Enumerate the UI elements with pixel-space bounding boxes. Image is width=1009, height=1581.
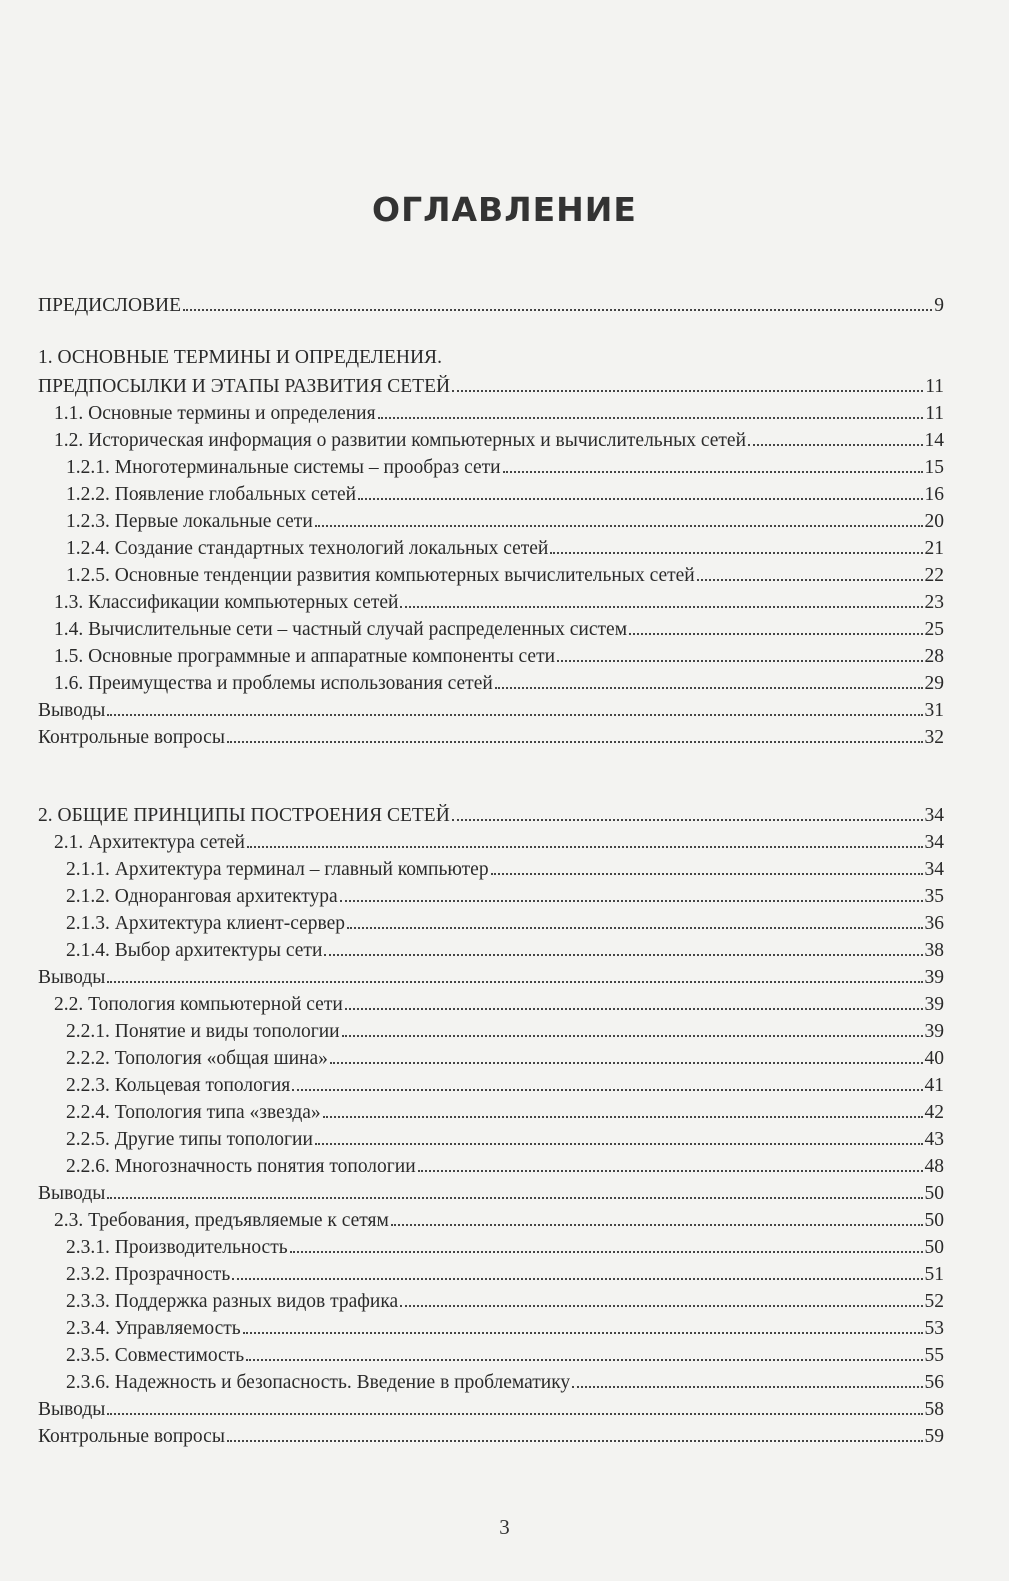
toc-entry-page: 23 bbox=[924, 592, 944, 613]
toc-entry-page: 32 bbox=[924, 727, 944, 748]
toc-entry-page: 39 bbox=[924, 1021, 944, 1042]
dot-leader bbox=[629, 616, 922, 635]
toc-entry bbox=[38, 991, 944, 1015]
toc-entry bbox=[38, 562, 944, 586]
dot-leader bbox=[340, 883, 923, 902]
toc-entry bbox=[38, 697, 944, 721]
toc-entry bbox=[38, 1288, 944, 1312]
toc-entry bbox=[38, 454, 944, 478]
toc-entry-page: 41 bbox=[924, 1075, 944, 1096]
toc-entry-title: 1.2.2. Появление глобальных сетей bbox=[66, 484, 357, 505]
toc-entry-page: 36 bbox=[924, 913, 944, 934]
dot-leader bbox=[227, 724, 923, 743]
toc-entry-page: 50 bbox=[924, 1183, 944, 1204]
toc-entry-page: 16 bbox=[924, 484, 944, 505]
toc-entry-title: 2.3.6. Надежность и безопасность. Введение в проблематику bbox=[66, 1372, 571, 1393]
toc-entry bbox=[38, 1423, 944, 1447]
dot-leader bbox=[418, 1153, 923, 1172]
toc-entry-title: 1.2.3. Первые локальные сети bbox=[66, 511, 313, 532]
dot-leader bbox=[247, 829, 923, 848]
toc-entry bbox=[38, 1072, 944, 1096]
toc-entry-title: 2.3.1. Производительность bbox=[66, 1237, 288, 1258]
toc-entry-title: Выводы bbox=[38, 1183, 106, 1204]
toc-entry-page: 50 bbox=[924, 1210, 944, 1231]
toc-entry-title: 2.3.2. Прозрачность bbox=[66, 1264, 231, 1285]
toc-entry-page: 38 bbox=[924, 940, 944, 961]
toc-entry bbox=[38, 1369, 944, 1393]
toc-entry-title: 2.1. Архитектура сетей bbox=[54, 832, 245, 853]
toc-entry-page: 48 bbox=[924, 1156, 944, 1177]
toc-entry bbox=[38, 1342, 944, 1366]
toc-entry-page: 34 bbox=[924, 805, 944, 826]
toc-entry-page: 51 bbox=[924, 1264, 944, 1285]
toc-entry bbox=[38, 937, 944, 961]
dot-leader bbox=[491, 856, 923, 875]
toc-entry bbox=[38, 856, 944, 880]
toc-entry bbox=[38, 670, 944, 694]
dot-leader bbox=[292, 1072, 922, 1091]
dot-leader bbox=[748, 427, 922, 446]
toc-entry-title: 2. ОБЩИЕ ПРИНЦИПЫ ПОСТРОЕНИЯ СЕТЕЙ bbox=[38, 805, 450, 826]
toc-entry-title: 2.2. Топология компьютерной сети bbox=[54, 994, 343, 1015]
toc-entry-title: 1.2.1. Многотерминальные системы – прообраз сети bbox=[66, 457, 501, 478]
toc-entry bbox=[38, 829, 944, 853]
toc-entry bbox=[38, 910, 944, 934]
dot-leader bbox=[572, 1369, 922, 1388]
toc-entry-title: 1.2. Историческая информация о развитии компьютерных и вычислительных сетей bbox=[54, 430, 747, 451]
page-title: ОГЛАВЛЕНИЕ bbox=[372, 190, 637, 229]
toc-entry-title: Выводы bbox=[38, 1399, 106, 1420]
toc-entry-page: 20 bbox=[924, 511, 944, 532]
toc-entry-title: 1.1. Основные термины и определения bbox=[54, 403, 376, 424]
toc-entry bbox=[38, 589, 944, 613]
dot-leader bbox=[557, 643, 922, 662]
toc-entry bbox=[38, 1207, 944, 1231]
toc-entry-title: ПРЕДИСЛОВИЕ bbox=[38, 295, 182, 316]
dot-leader bbox=[183, 292, 932, 311]
dot-leader bbox=[324, 937, 922, 956]
dot-leader bbox=[697, 562, 923, 581]
toc-entry-page: 42 bbox=[924, 1102, 944, 1123]
toc-entry-title: 2.1.1. Архитектура терминал – главный компьютер bbox=[66, 859, 489, 880]
toc-entry-page: 40 bbox=[924, 1048, 944, 1069]
toc-entry-page: 58 bbox=[924, 1399, 944, 1420]
dot-leader bbox=[243, 1315, 923, 1334]
toc-entry-title: 2.2.1. Понятие и виды топологии bbox=[66, 1021, 340, 1042]
dot-leader bbox=[107, 697, 922, 716]
toc-entry bbox=[38, 1315, 944, 1339]
toc-entry-title: 1.4. Вычислительные сети – частный случай распределенных систем bbox=[54, 619, 628, 640]
toc-entry-page: 50 bbox=[924, 1237, 944, 1258]
dot-leader bbox=[227, 1423, 923, 1442]
toc-entry-title: 2.3. Требования, предъявляемые к сетям bbox=[54, 1210, 389, 1231]
toc-entry-title: Контрольные вопросы bbox=[38, 727, 225, 748]
dot-leader bbox=[452, 802, 923, 821]
toc-entry bbox=[38, 1261, 944, 1285]
toc-entry-title: 1.5. Основные программные и аппаратные компоненты сети bbox=[54, 646, 556, 667]
toc-entry-page: 28 bbox=[924, 646, 944, 667]
toc-entry bbox=[38, 1153, 944, 1177]
toc-entry-page: 11 bbox=[925, 403, 944, 424]
toc-entry-page: 39 bbox=[924, 967, 944, 988]
dot-leader bbox=[107, 1180, 922, 1199]
toc-entry bbox=[38, 1018, 944, 1042]
toc-entry-page: 55 bbox=[924, 1345, 944, 1366]
dot-leader bbox=[503, 454, 923, 473]
toc-entry bbox=[38, 1099, 944, 1123]
toc-entry-page: 11 bbox=[925, 376, 944, 397]
toc-entry bbox=[38, 535, 944, 559]
toc-entry-title: 2.1.3. Архитектура клиент-сервер bbox=[66, 913, 345, 934]
toc-entry-page: 39 bbox=[924, 994, 944, 1015]
toc-entry bbox=[38, 481, 944, 505]
toc-entry bbox=[38, 346, 944, 370]
dot-leader bbox=[452, 373, 923, 392]
toc-entry-page: 43 bbox=[924, 1129, 944, 1150]
toc-entry-title: 2.3.4. Управляемость bbox=[66, 1318, 241, 1339]
toc-entry bbox=[38, 802, 944, 826]
toc-entry bbox=[38, 643, 944, 667]
toc-entry-page: 22 bbox=[924, 565, 944, 586]
toc-entry bbox=[38, 427, 944, 451]
toc-entry-title: 2.2.3. Кольцевая топология bbox=[66, 1075, 291, 1096]
toc-entry bbox=[38, 1396, 944, 1420]
toc-entry-title: 1.6. Преимущества и проблемы использования сетей bbox=[54, 673, 493, 694]
toc-entry-title: 2.2.4. Топология типа «звезда» bbox=[66, 1102, 321, 1123]
dot-leader bbox=[232, 1261, 922, 1280]
toc-entry-title: 2.1.2. Одноранговая архитектура bbox=[66, 886, 338, 907]
toc-entry-page: 52 bbox=[924, 1291, 944, 1312]
toc-entry-page: 56 bbox=[924, 1372, 944, 1393]
toc-entry-page: 31 bbox=[924, 700, 944, 721]
page-number: 3 bbox=[499, 1515, 510, 1539]
toc-entry-page: 53 bbox=[924, 1318, 944, 1339]
toc-entry bbox=[38, 508, 944, 532]
toc-entry-page: 35 bbox=[924, 886, 944, 907]
dot-leader bbox=[246, 1342, 922, 1361]
toc-entry-title: 2.2.6. Многозначность понятия топологии bbox=[66, 1156, 416, 1177]
toc-entry-page: 15 bbox=[924, 457, 944, 478]
toc-entry-title: 2.2.5. Другие типы топологии bbox=[66, 1129, 313, 1150]
toc-entry-title: 1.3. Классификации компьютерных сетей bbox=[54, 592, 399, 613]
toc-entry-page: 25 bbox=[924, 619, 944, 640]
dot-leader bbox=[550, 535, 922, 554]
toc-entry bbox=[38, 1234, 944, 1258]
dot-leader bbox=[391, 1207, 923, 1226]
dot-leader bbox=[323, 1099, 923, 1118]
dot-leader bbox=[342, 1018, 923, 1037]
dot-leader bbox=[290, 1234, 923, 1253]
toc-entry-title: 2.3.5. Совместимость bbox=[66, 1345, 245, 1366]
dot-leader bbox=[495, 670, 923, 689]
dot-leader bbox=[378, 400, 924, 419]
dot-leader bbox=[345, 991, 923, 1010]
dot-leader bbox=[330, 1045, 923, 1064]
toc-entry-page: 21 bbox=[924, 538, 944, 559]
toc-entry bbox=[38, 373, 944, 397]
dot-leader bbox=[400, 1288, 922, 1307]
toc-entry-title: Контрольные вопросы bbox=[38, 1426, 225, 1447]
dot-leader bbox=[315, 508, 923, 527]
toc-entry-title: 2.2.2. Топология «общая шина» bbox=[66, 1048, 328, 1069]
toc-entry bbox=[38, 400, 944, 424]
toc-entry-title: ПРЕДПОСЫЛКИ И ЭТАПЫ РАЗВИТИЯ СЕТЕЙ bbox=[38, 376, 451, 397]
toc-entry bbox=[38, 616, 944, 640]
toc-entry-title: 2.3.3. Поддержка разных видов трафика bbox=[66, 1291, 399, 1312]
toc-entry-page: 59 bbox=[924, 1426, 944, 1447]
toc-entry-page: 34 bbox=[924, 859, 944, 880]
toc-entry-page: 14 bbox=[924, 430, 944, 451]
toc-entry-title: 1. ОСНОВНЫЕ ТЕРМИНЫ И ОПРЕДЕЛЕНИЯ. bbox=[38, 347, 442, 368]
toc-entry-title: 1.2.4. Создание стандартных технологий локальных сетей bbox=[66, 538, 549, 559]
toc-entry-title: 1.2.5. Основные тенденции развития компьютерных вычислительных сетей bbox=[66, 565, 695, 586]
dot-leader bbox=[107, 1396, 922, 1415]
toc-entry bbox=[38, 1126, 944, 1150]
dot-leader bbox=[400, 589, 922, 608]
toc-entry bbox=[38, 964, 944, 988]
dot-leader bbox=[107, 964, 922, 983]
toc-entry-page: 29 bbox=[924, 673, 944, 694]
toc-entry-title: Выводы bbox=[38, 967, 106, 988]
toc-entry bbox=[38, 1045, 944, 1069]
dot-leader bbox=[358, 481, 922, 500]
toc-entry bbox=[38, 1180, 944, 1204]
dot-leader bbox=[315, 1126, 923, 1145]
toc-entry bbox=[38, 292, 944, 316]
toc-entry-page: 34 bbox=[924, 832, 944, 853]
toc-entry-title: Выводы bbox=[38, 700, 106, 721]
dot-leader bbox=[347, 910, 923, 929]
toc-entry bbox=[38, 883, 944, 907]
toc-entry-title: 2.1.4. Выбор архитектуры сети bbox=[66, 940, 323, 961]
toc-entry-page: 9 bbox=[934, 295, 944, 316]
toc-entry bbox=[38, 724, 944, 748]
